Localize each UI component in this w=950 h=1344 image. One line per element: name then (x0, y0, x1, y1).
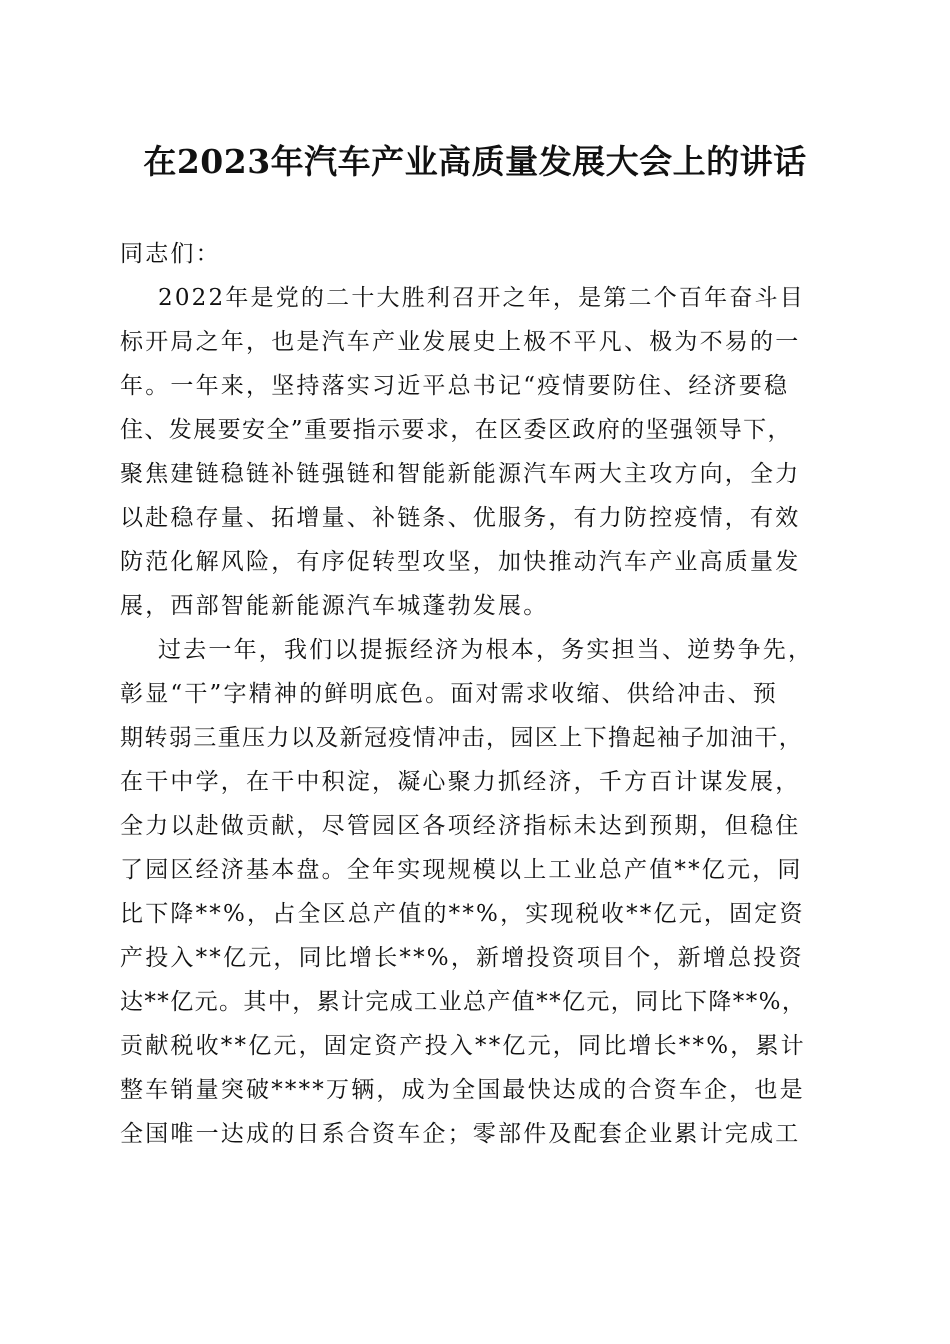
text-line: 以赴稳存量、拓增量、补链条、优服务，有力防控疫情，有效 (120, 505, 801, 531)
text-line: 防范化解风险，有序促转型攻坚，加快推动汽车产业高质量发 (120, 549, 801, 575)
text-line: 展，西部智能新能源汽车城蓬勃发展。 (120, 593, 549, 619)
text-line: 住、发展要安全”重要指示要求，在区委区政府的坚强领导下， (120, 417, 792, 443)
text-line: 整车销量突破****万辆，成为全国最快达成的合资车企，也是 (120, 1077, 805, 1103)
text-line: 全国唯一达成的日系合资车企；零部件及配套企业累计完成工 (120, 1121, 801, 1147)
text-line: 产投入**亿元，同比增长**%，新增投资项目个，新增总投资 (120, 945, 804, 971)
text-line: 在干中学，在干中积淀，凝心聚力抓经济，千方百计谋发展， (120, 769, 801, 795)
text-line: 了园区经济基本盘。全年实现规模以上工业总产值**亿元，同 (120, 857, 803, 883)
text-line: 年。一年来，坚持落实习近平总书记“疫情要防住、经济要稳 (120, 373, 790, 399)
text-line: 全力以赴做贡献，尽管园区各项经济指标未达到预期，但稳住 (120, 813, 801, 839)
text-line: 彰显“干”字精神的鲜明底色。面对需求收缩、供给冲击、预 (120, 681, 778, 707)
text-line: 期转弱三重压力以及新冠疫情冲击，园区上下撸起袖子加油干， (120, 725, 804, 751)
text-line: 贡献税收**亿元，固定资产投入**亿元，同比增长**%，累计 (120, 1033, 806, 1059)
text-line: 2022年是党的二十大胜利召开之年，是第二个百年奋斗目 (158, 285, 805, 311)
paragraph-2 (120, 628, 834, 1156)
text-line: 过去一年，我们以提振经济为根本，务实担当、逆势争先， (158, 637, 814, 663)
text-line: 达**亿元。其中，累计完成工业总产值**亿元，同比下降**%， (120, 989, 807, 1015)
paragraph-1 (120, 276, 834, 628)
document-title: 在2023年汽车产业高质量发展大会上的讲话 (143, 142, 807, 181)
greeting: 同志们： (120, 241, 221, 267)
document-body (120, 232, 834, 1156)
text-line: 标开局之年，也是汽车产业发展史上极不平凡、极为不易的一 (120, 329, 801, 355)
text-line: 比下降**%，占全区总产值的**%，实现税收**亿元，固定资 (120, 901, 805, 927)
text-line: 聚焦建链稳链补链强链和智能新能源汽车两大主攻方向，全力 (120, 461, 801, 487)
